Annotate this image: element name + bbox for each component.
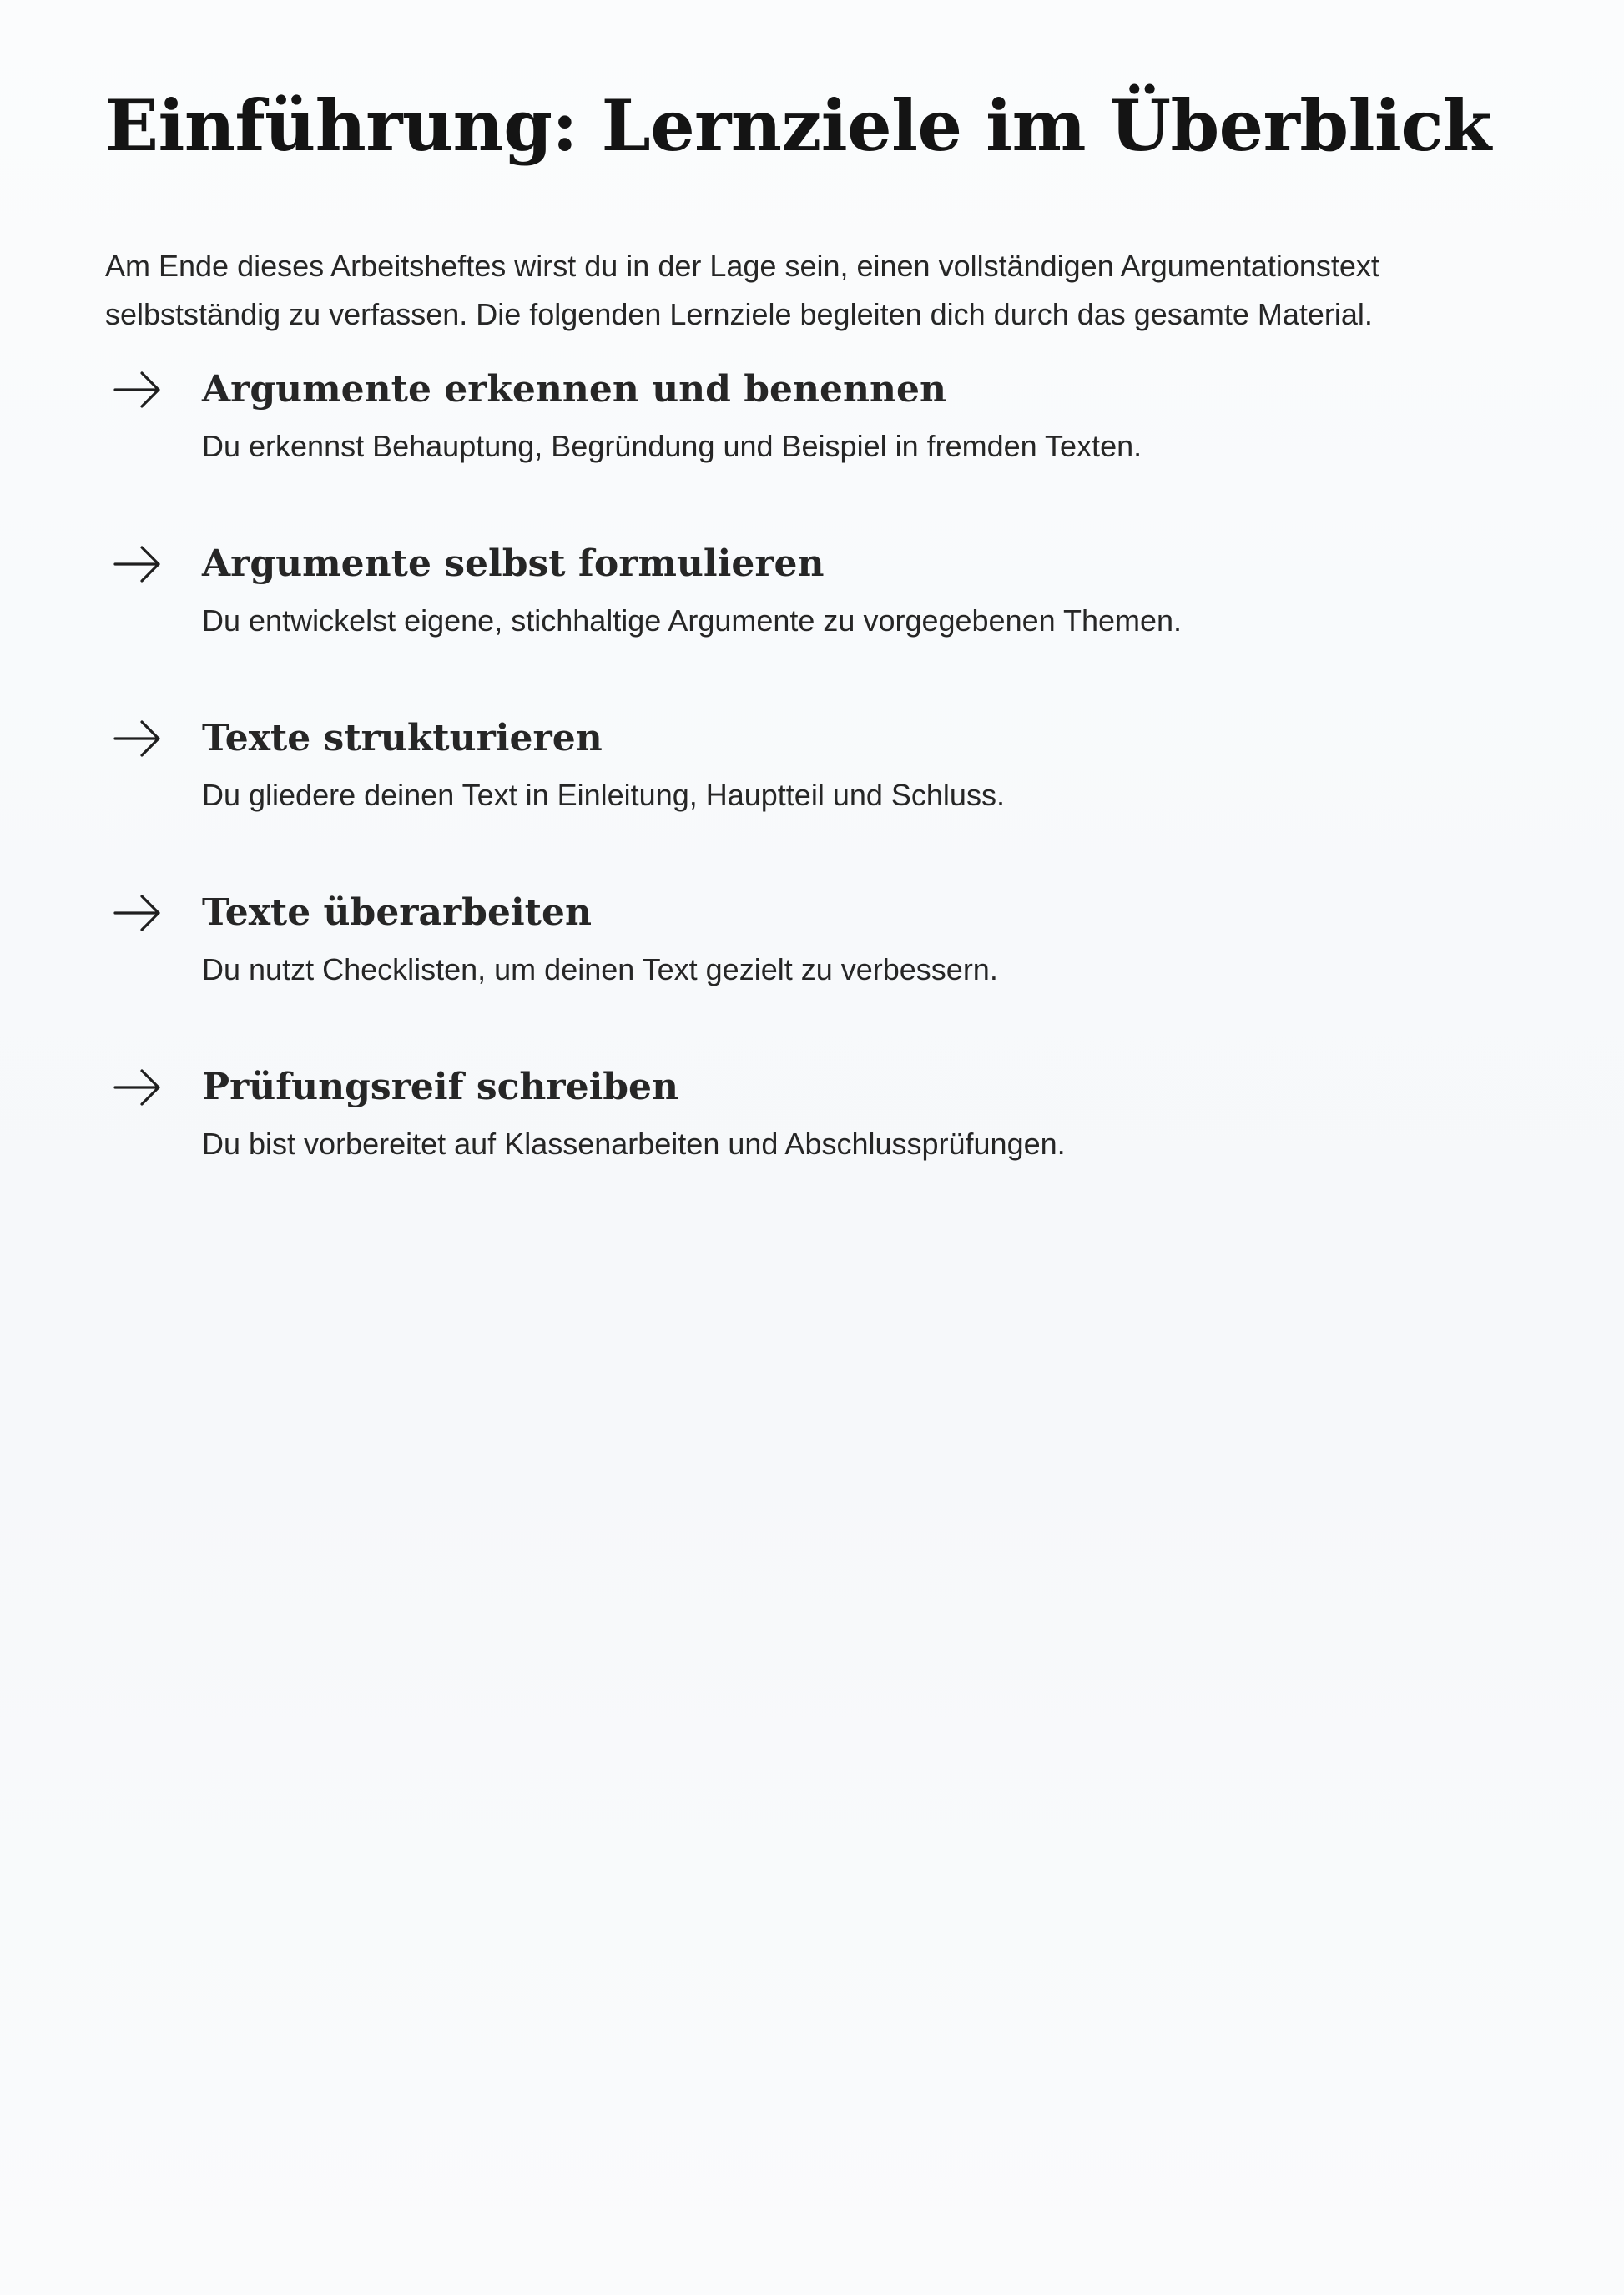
goal-description: Du erkennst Behauptung, Begründung und Beispiel in fremden Texten.: [202, 429, 1142, 463]
list-item: [105, 1058, 1524, 1233]
goal-description: Du nutzt Checklisten, um deinen Text gezielt zu verbessern.: [202, 952, 998, 986]
arrow-right-icon: [113, 719, 162, 758]
arrow-right-icon: [113, 545, 162, 583]
arrow-right-icon: [113, 371, 162, 409]
goal-title: Texte überarbeiten: [202, 891, 592, 934]
goal-description: Du bist vorbereitet auf Klassenarbeiten und Abschlussprüfungen.: [202, 1127, 1066, 1161]
learning-goals-list: [105, 361, 1524, 1233]
list-item: [105, 709, 1524, 884]
goal-description: Du gliedere deinen Text in Einleitung, Hauptteil und Schluss.: [202, 778, 1005, 812]
list-item: [105, 884, 1524, 1058]
goal-title: Texte strukturieren: [202, 717, 603, 759]
intro-paragraph: Am Ende dieses Arbeitsheftes wirst du in der Lage sein, einen vollständigen Argumentationstext selbstständig zu verfassen. Die folgenden Lernziele begleiten dich durch das gesamte Material.: [105, 249, 1379, 331]
list-item: [105, 361, 1524, 535]
arrow-right-icon: [113, 1068, 162, 1107]
goal-title: Prüfungsreif schreiben: [202, 1066, 679, 1108]
goal-title: Argumente erkennen und benennen: [202, 368, 946, 411]
goal-title: Argumente selbst formulieren: [202, 542, 825, 585]
goal-description: Du entwickelst eigene, stichhaltige Argumente zu vorgegebenen Themen.: [202, 603, 1183, 638]
arrow-right-icon: [113, 894, 162, 932]
list-item: [105, 535, 1524, 709]
page-title: Einführung: Lernziele im Überblick: [105, 84, 1491, 167]
